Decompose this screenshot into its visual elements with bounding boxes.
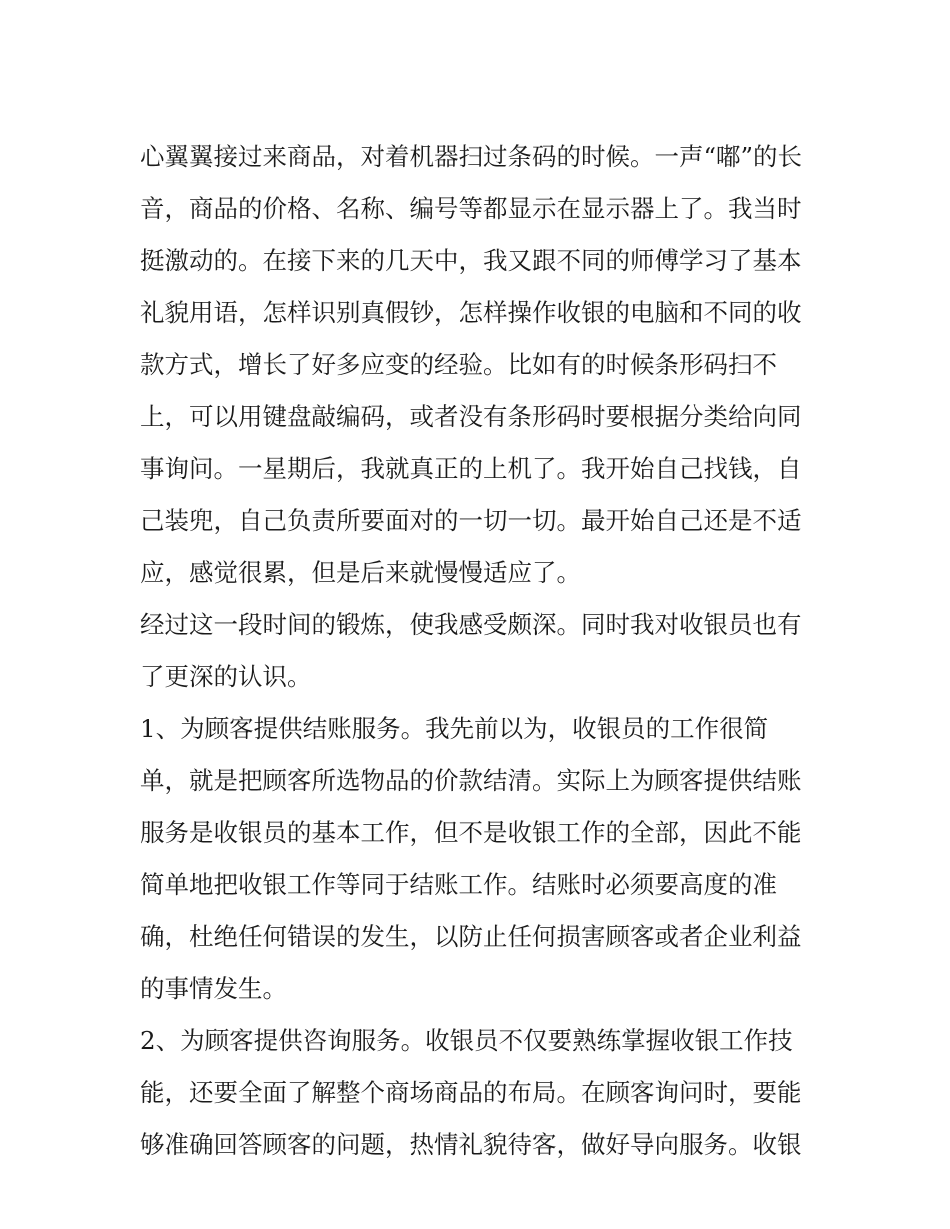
text-line: 够准确回答顾客的问题，热情礼貌待客，做好导向服务。收银 bbox=[140, 1130, 802, 1159]
text-line: 己装兜，自己负责所要面对的一切一切。最开始自己还是不适 bbox=[140, 506, 802, 535]
text-line: 上，可以用键盘敲编码，或者没有条形码时要根据分类给向同 bbox=[140, 402, 802, 431]
text-line: 服务是收银员的基本工作，但不是收银工作的全部，因此不能 bbox=[140, 818, 802, 847]
text-line: 礼貌用语，怎样识别真假钞，怎样操作收银的电脑和不同的收 bbox=[140, 298, 802, 327]
body-text bbox=[140, 131, 820, 1171]
text-line: 心翼翼接过来商品，对着机器扫过条码的时候。一声“嘟”的长 bbox=[140, 142, 803, 171]
text-line: 经过这一段时间的锻炼，使我感受颇深。同时我对收银员也有 bbox=[140, 610, 802, 639]
text-line: 能，还要全面了解整个商场商品的布局。在顾客询问时，要能 bbox=[140, 1078, 802, 1107]
text-line: 挺激动的。在接下来的几天中，我又跟不同的师傅学习了基本 bbox=[140, 246, 802, 275]
text-line: 音，商品的价格、名称、编号等都显示在显示器上了。我当时 bbox=[140, 194, 802, 223]
text-line: 1、为顾客提供结账服务。我先前以为，收银员的工作很简 bbox=[140, 714, 769, 743]
text-line: 确，杜绝任何错误的发生，以防止任何损害顾客或者企业利益 bbox=[140, 922, 802, 951]
text-line: 应，感觉很累，但是后来就慢慢适应了。 bbox=[140, 558, 581, 587]
text-line: 2、为顾客提供咨询服务。收银员不仅要熟练掌握收银工作技 bbox=[140, 1026, 793, 1055]
text-line: 单，就是把顾客所选物品的价款结清。实际上为顾客提供结账 bbox=[140, 766, 802, 795]
text-line: 的事情发生。 bbox=[140, 974, 287, 1003]
text-line: 款方式，增长了好多应变的经验。比如有的时候条形码扫不 bbox=[140, 350, 777, 379]
text-line: 事询问。一星期后，我就真正的上机了。我开始自己找钱，自 bbox=[140, 454, 802, 483]
text-line: 简单地把收银工作等同于结账工作。结账时必须要高度的准 bbox=[140, 870, 777, 899]
text-line: 了更深的认识。 bbox=[140, 662, 312, 691]
